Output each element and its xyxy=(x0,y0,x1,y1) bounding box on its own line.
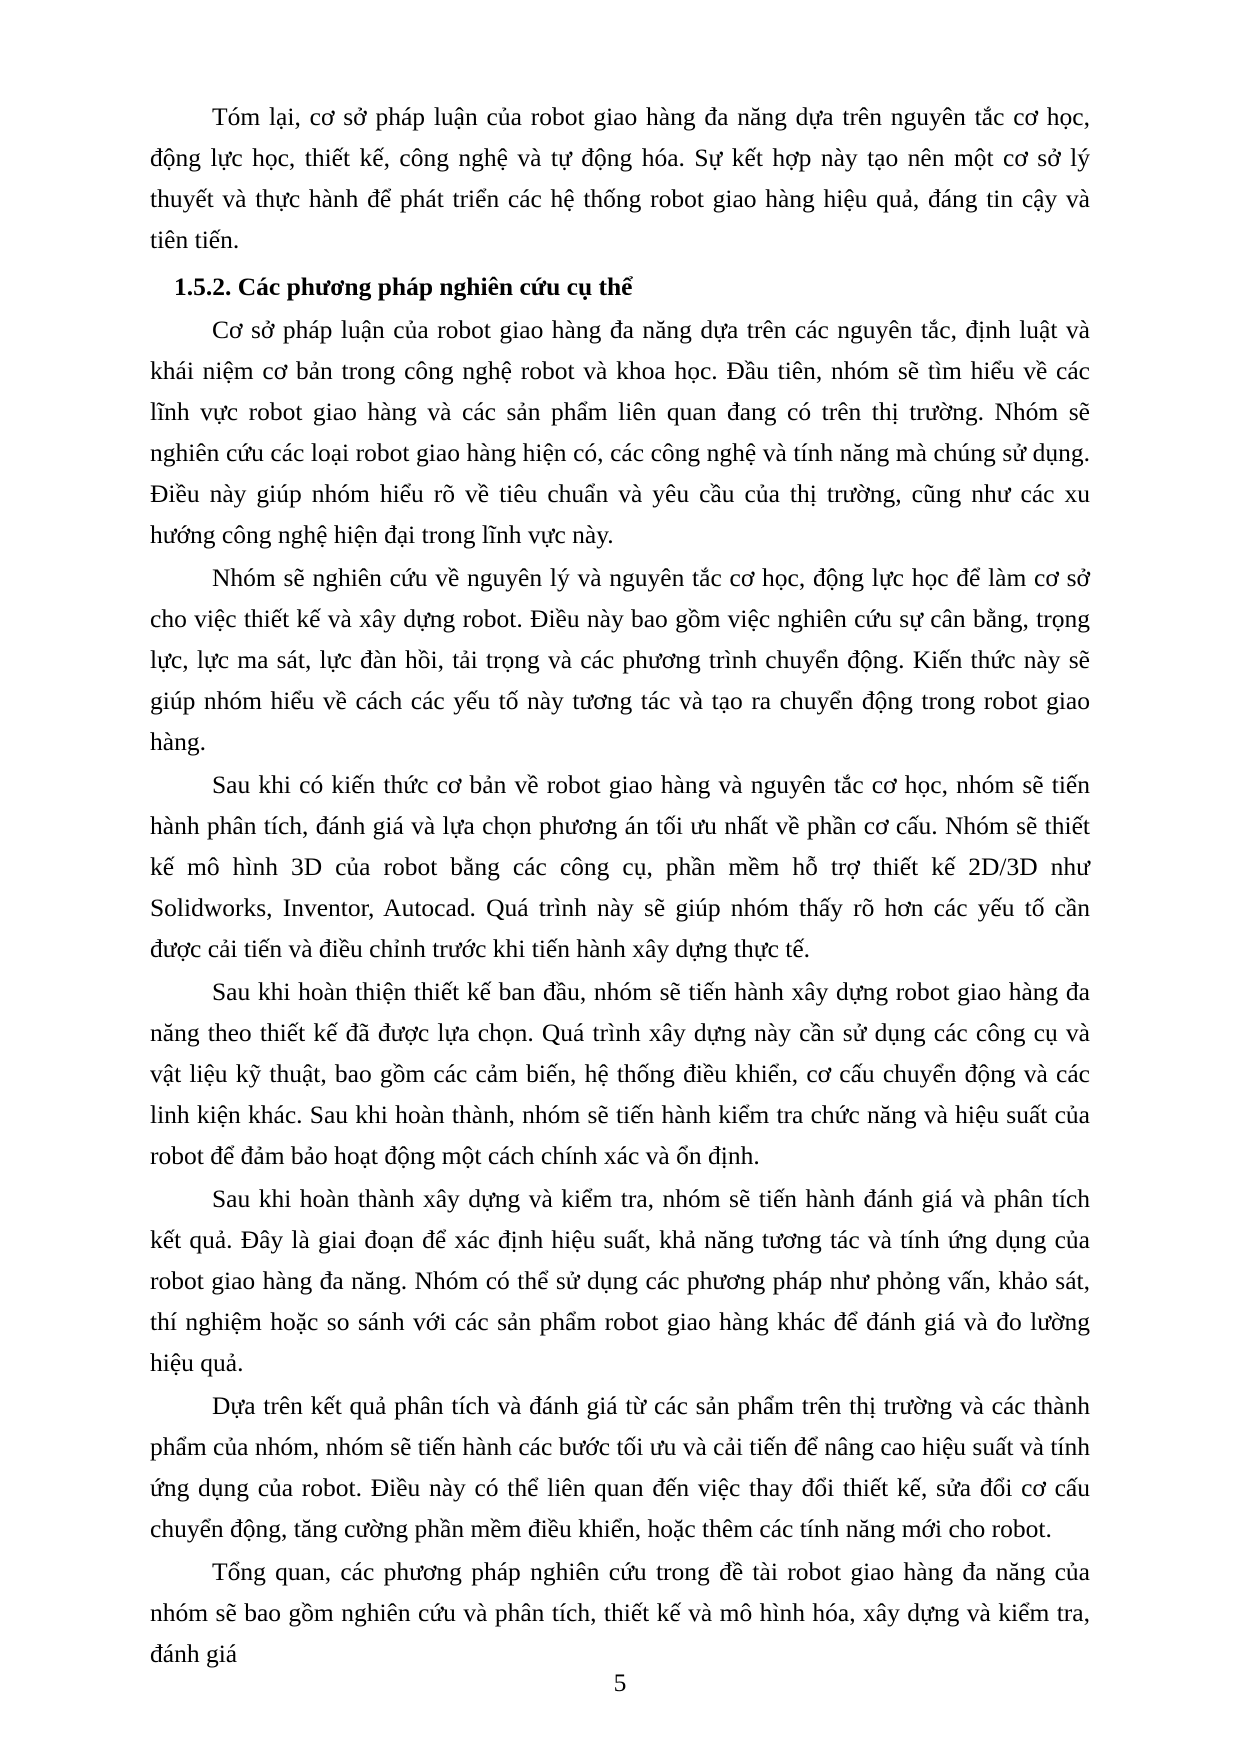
paragraph-evaluation: Sau khi hoàn thành xây dựng và kiểm tra, nhóm sẽ tiến hành đánh giá và phân tích kết quả. Đây là giai đoạn để xác định hiệu suất, khả năng tương tác và tính ứng dụng của robot giao hàng đa năng. Nhóm có thể sử dụng các phương pháp như phỏng vấn, khảo sát, thí nghiệm hoặc so sánh với các sản phẩm robot giao hàng khác để đánh giá và đo lường hiệu quả. xyxy=(150,1184,1090,1377)
paragraph-construction: Sau khi hoàn thiện thiết kế ban đầu, nhóm sẽ tiến hành xây dựng robot giao hàng đa năng theo thiết kế đã được lựa chọn. Quá trình xây dựng này cần sử dụng các công cụ và vật liệu kỹ thuật, bao gồm các cảm biến, hệ thống điều khiển, cơ cấu chuyển động và các linh kiện khác. Sau khi hoàn thành, nhóm sẽ tiến hành kiểm tra chức năng và hiệu suất của robot để đảm bảo hoạt động một cách chính xác và ổn định. xyxy=(150,977,1090,1170)
paragraph-design: Sau khi có kiến thức cơ bản về robot giao hàng và nguyên tắc cơ học, nhóm sẽ tiến hành phân tích, đánh giá và lựa chọn phương án tối ưu nhất về phần cơ cấu. Nhóm sẽ thiết kế mô hình 3D của robot bằng các công cụ, phần mềm hỗ trợ thiết kế 2D/3D như Solidworks, Inventor, Autocad. Quá trình này sẽ giúp nhóm thấy rõ hơn các yếu tố cần được cải tiến và điều chỉnh trước khi tiến hành xây dựng thực tế. xyxy=(150,770,1090,963)
paragraph-mechanics: Nhóm sẽ nghiên cứu về nguyên lý và nguyên tắc cơ học, động lực học để làm cơ sở cho việc thiết kế và xây dựng robot. Điều này bao gồm việc nghiên cứu sự cân bằng, trọng lực, lực ma sát, lực đàn hồi, tải trọng và các phương trình chuyển động. Kiến thức này sẽ giúp nhóm hiểu về cách các yếu tố này tương tác và tạo ra chuyển động trong robot giao hàng. xyxy=(150,563,1090,756)
paragraph-overview: Tổng quan, các phương pháp nghiên cứu trong đề tài robot giao hàng đa năng của nhóm sẽ bao gồm nghiên cứu và phân tích, thiết kế và mô hình hóa, xây dựng và kiểm tra, đánh giá xyxy=(150,1557,1090,1668)
paragraph-summary: Tóm lại, cơ sở pháp luận của robot giao hàng đa năng dựa trên nguyên tắc cơ học, động lực học, thiết kế, công nghệ và tự động hóa. Sự kết hợp này tạo nên một cơ sở lý thuyết và thực hành để phát triển các hệ thống robot giao hàng hiệu quả, đáng tin cậy và tiên tiến. xyxy=(150,102,1090,254)
page-number: 5 xyxy=(613,1668,627,1697)
section-heading-1-5-2: 1.5.2. Các phương pháp nghiên cứu cụ thể xyxy=(174,272,633,301)
paragraph-optimization: Dựa trên kết quả phân tích và đánh giá từ các sản phẩm trên thị trường và các thành phẩm của nhóm, nhóm sẽ tiến hành các bước tối ưu và cải tiến để nâng cao hiệu suất và tính ứng dụng của robot. Điều này có thể liên quan đến việc thay đổi thiết kế, sửa đổi cơ cấu chuyển động, tăng cường phần mềm điều khiển, hoặc thêm các tính năng mới cho robot. xyxy=(150,1391,1090,1543)
paragraph-basis: Cơ sở pháp luận của robot giao hàng đa năng dựa trên các nguyên tắc, định luật và khái niệm cơ bản trong công nghệ robot và khoa học. Đầu tiên, nhóm sẽ tìm hiểu về các lĩnh vực robot giao hàng và các sản phẩm liên quan đang có trên thị trường. Nhóm sẽ nghiên cứu các loại robot giao hàng hiện có, các công nghệ và tính năng mà chúng sử dụng. Điều này giúp nhóm hiểu rõ về tiêu chuẩn và yêu cầu của thị trường, cũng như các xu hướng công nghệ hiện đại trong lĩnh vực này. xyxy=(150,315,1090,549)
